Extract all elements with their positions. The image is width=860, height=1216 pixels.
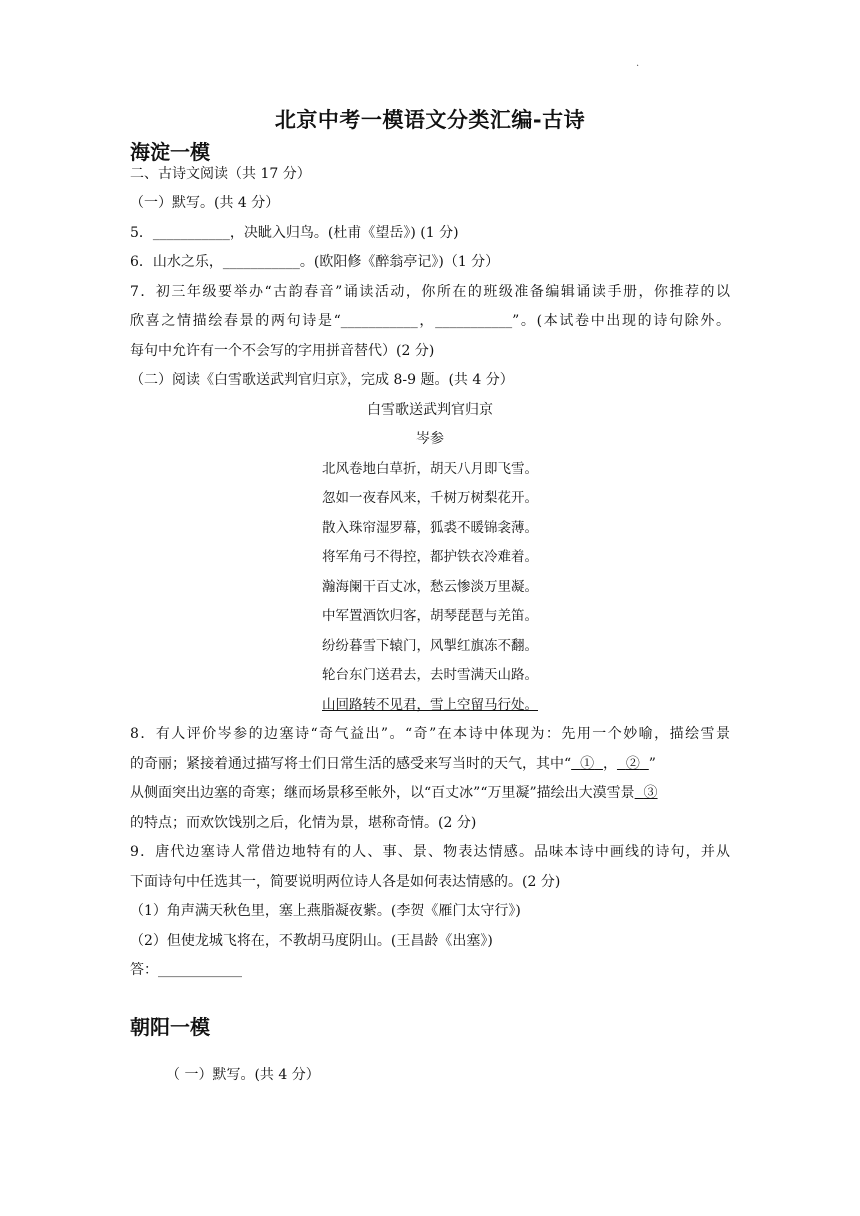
poem-line: 中军置酒饮归客，胡琴琵琶与羌笛。 [322, 608, 538, 624]
subpart-heading: （一）默写。(共 4 分） [130, 195, 280, 211]
poem-line: 纷纷暮雪下辕门，风掣红旗冻不翻。 [322, 638, 538, 654]
question-6: 6．山水之乐，___________。(欧阳修《醉翁亭记》)（1 分） [130, 254, 500, 270]
blank-2-label: ② [625, 756, 640, 772]
question-7-line-3: 每句中允许有一个不会写的字用拼音替代）(2 分) [130, 343, 435, 359]
poem-line: 北风卷地白草折，胡天八月即飞雪。 [322, 461, 538, 477]
chaoyang-subpart-heading: （ 一）默写。(共 4 分） [166, 1067, 320, 1083]
question-9-option-2: （2）但使龙城飞将在，不教胡马度阴山。(王昌龄《出塞》) [130, 933, 493, 949]
q8-text: 的奇丽；紧接着通过描写将士们日常生活的感受来写当时的天气，其中“ [130, 756, 572, 772]
poem-line: 瀚海阑干百丈冰，愁云惨淡万里凝。 [322, 579, 538, 595]
q8-text: 从侧面突出边塞的奇寒；继而场景移至帐外，以“百丈冰”“万里凝”描绘出大漠雪景 [130, 785, 635, 801]
poem-author: 岑参 [416, 431, 444, 447]
question-9-line-1: 9．唐代边塞诗人常借边地特有的人、事、景、物表达情感。品味本诗中画线的诗句，并从 [130, 844, 730, 860]
underlined-verse: 山回路转不见君，雪上空留马行处。 [322, 697, 538, 713]
poem-line-underlined [0, 695, 860, 715]
question-8-line-1: 8．有人评价岑参的边塞诗“奇气益出”。“奇”在本诗中体现为：先用一个妙喻，描绘雪景 [130, 726, 730, 742]
subpart-heading-2: （二）阅读《白雪歌送武判官归京》，完成 8-9 题。(共 4 分） [130, 372, 514, 388]
poem-line: 将军角弓不得控，都护铁衣冷难着。 [322, 549, 538, 565]
poem-line: 散入珠帘湿罗幕，狐裘不暖锦衾薄。 [322, 520, 538, 536]
answer-line: 答：____________ [130, 962, 242, 978]
blank-3 [635, 785, 658, 801]
blank-3-label: ③ [643, 785, 658, 801]
section-heading-haidian: 海淀一模 [130, 140, 210, 164]
question-8-line-4: 的特点；而欢饮饯别之后，化情为景，堪称奇情。(2 分) [130, 815, 477, 831]
blank-1 [571, 756, 603, 772]
poem-title: 白雪歌送武判官归京 [367, 402, 493, 418]
section-heading-chaoyang: 朝阳一模 [130, 1015, 210, 1039]
question-9-option-1: （1）角声满天秋色里，塞上燕脂凝夜紫。(李贺《雁门太守行》) [130, 903, 521, 919]
question-9-line-2: 下面诗句中任选其一，简要说明两位诗人各是如何表达情感的。(2 分) [130, 874, 561, 890]
poem-line: 轮台东门送君去，去时雪满天山路。 [322, 667, 538, 683]
q8-close-quote: ” [648, 756, 656, 772]
poem-line: 忽如一夜春风来，千树万树梨花开。 [322, 490, 538, 506]
document-title: 北京中考一模语文分类汇编-古诗 [274, 108, 586, 132]
q8-comma: ， [602, 756, 617, 772]
header-dot: . [636, 58, 640, 69]
question-8-line-3 [130, 783, 730, 803]
question-7-line-2: 欣喜之情描绘春景的两句诗是“___________，___________”。(本试卷中出现的诗句除外。 [130, 313, 730, 329]
question-8-line-2 [130, 754, 730, 774]
question-5: 5．___________，决眦入归鸟。(杜甫《望岳》) (1 分) [130, 225, 459, 241]
blank-2 [617, 756, 649, 772]
part-heading: 二、古诗文阅读（共 17 分） [130, 166, 311, 182]
question-7-line-1: 7．初三年级要举办“古韵春音”诵读活动，你所在的班级准备编辑诵读手册，你推荐的以 [130, 284, 730, 300]
blank-1-label: ① [580, 756, 595, 772]
